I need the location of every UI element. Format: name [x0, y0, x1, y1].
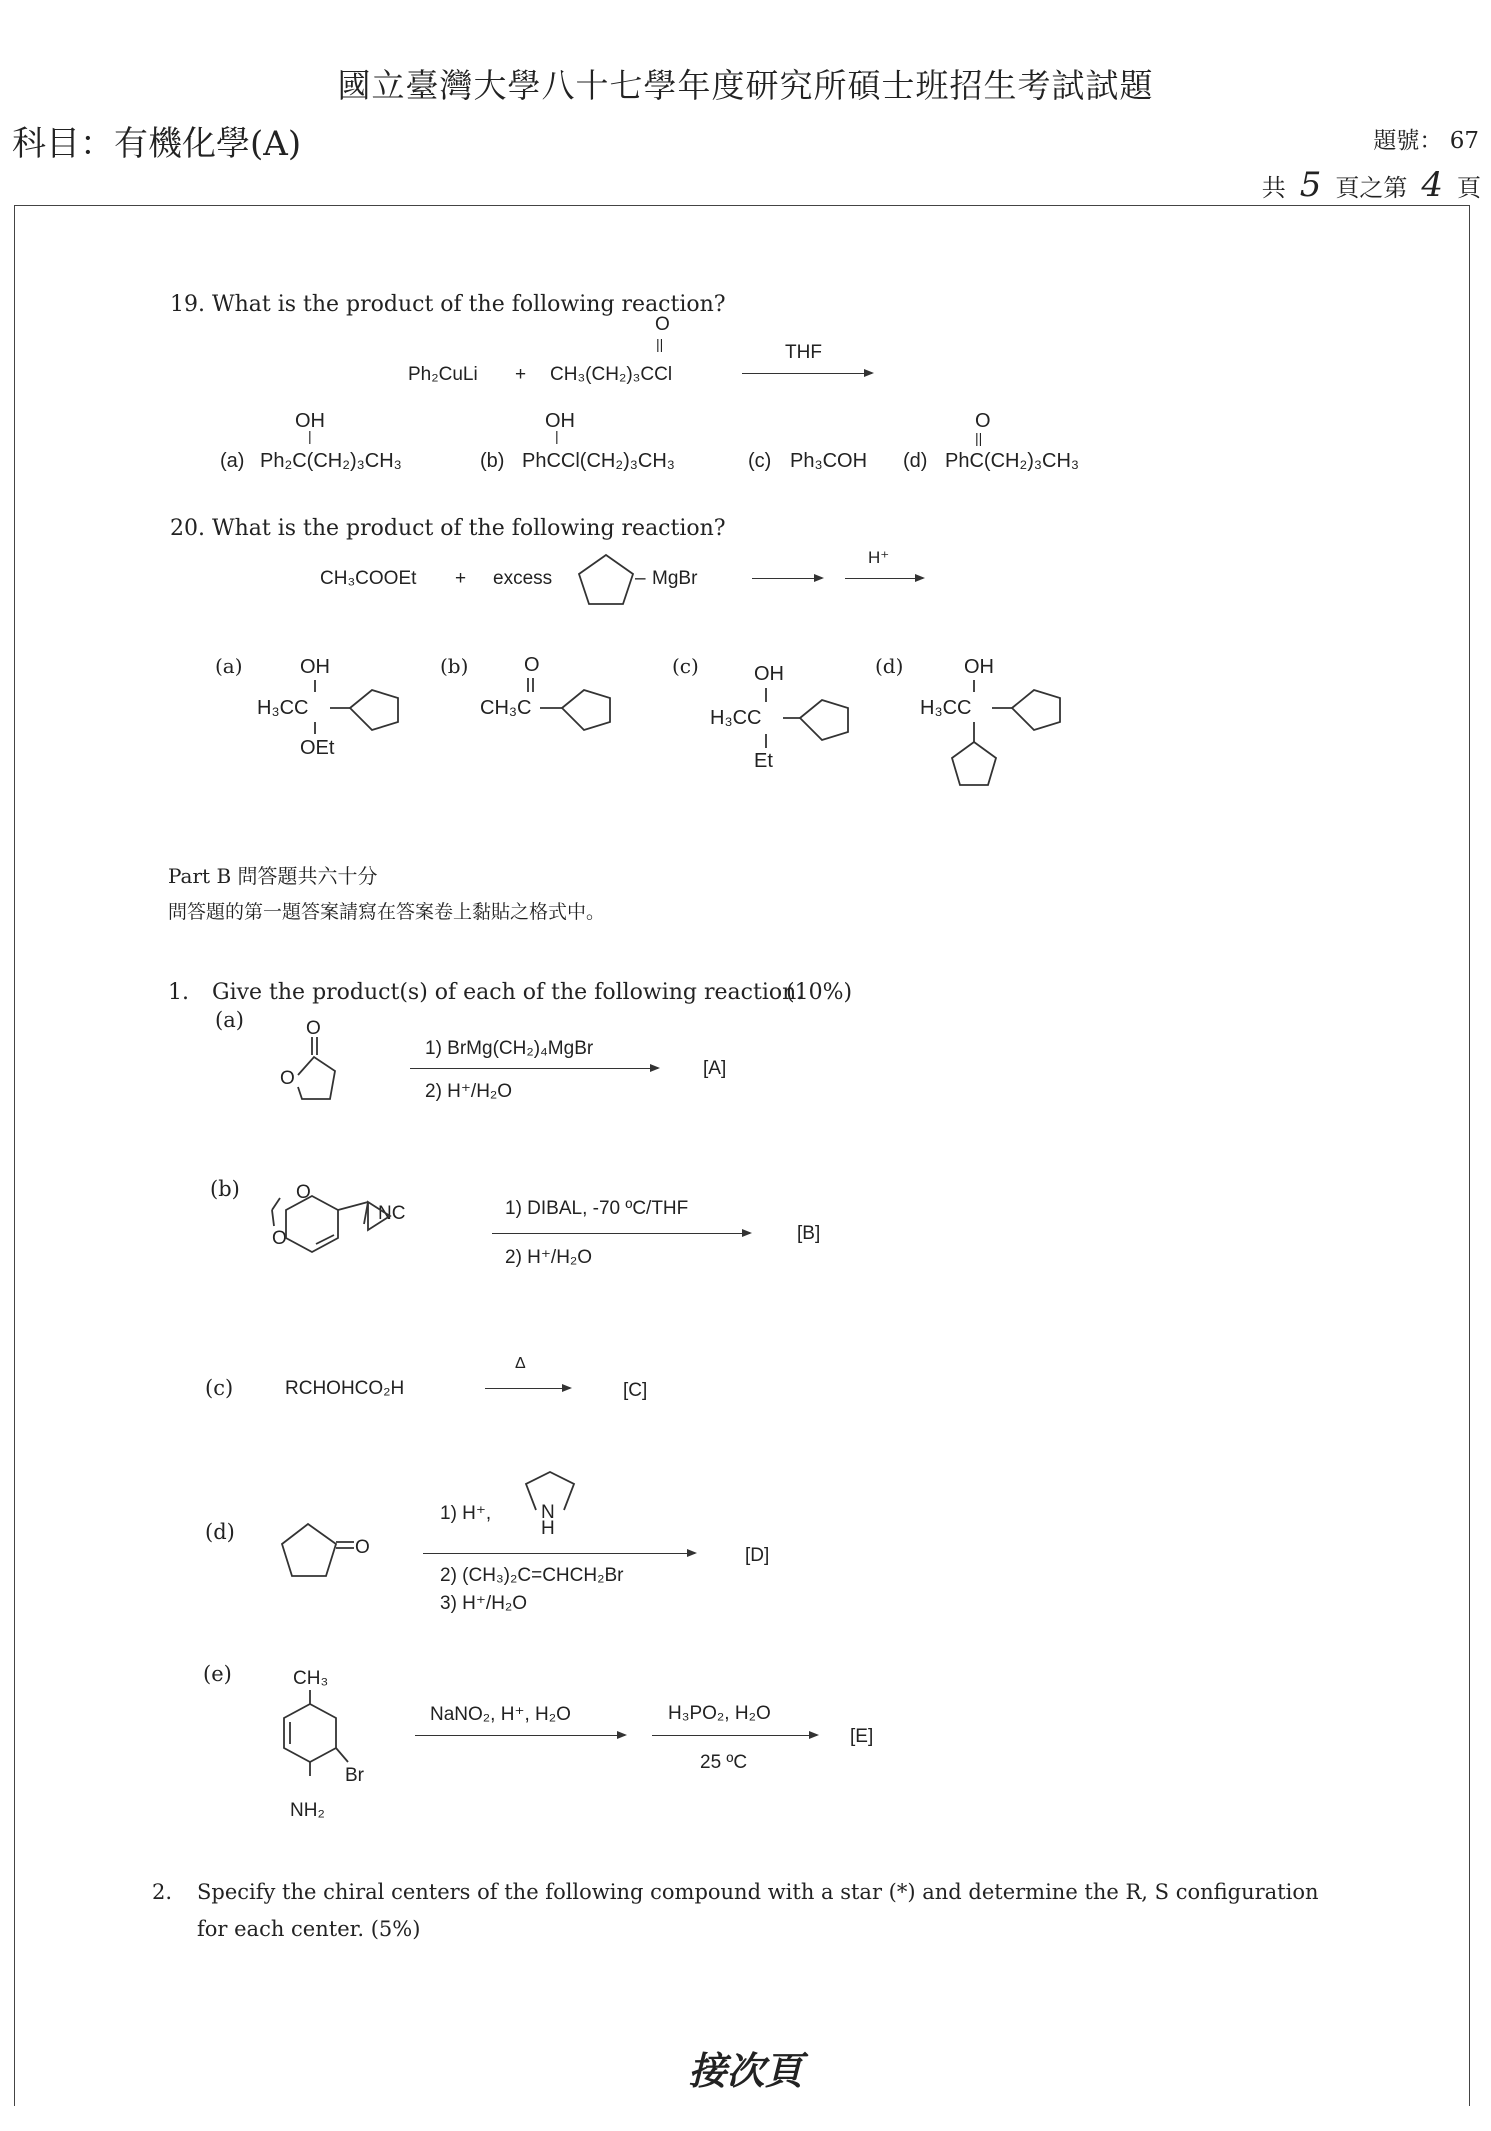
- q1c-condition: Δ: [515, 1355, 526, 1372]
- q20-arrow-1: [752, 578, 822, 579]
- q19-b-bond: |: [555, 428, 559, 444]
- q19-a-bond: |: [308, 428, 312, 444]
- q19-a-oh: OH: [295, 410, 325, 432]
- q1c-arrow: [485, 1388, 570, 1389]
- pages-suffix: 頁: [1457, 174, 1481, 202]
- current-page: 4: [1421, 165, 1443, 205]
- partB-instruction: 問答題的第一題答案請寫在答案卷上黏貼之格式中。: [168, 901, 606, 923]
- q19-condition: THF: [785, 342, 822, 363]
- q1a-carbonyl-o: O: [306, 1018, 321, 1039]
- q1b-benzodioxole-structure: [260, 1180, 460, 1280]
- q1a-lactone-ring: [280, 1035, 360, 1115]
- q19-b-label: (b): [480, 450, 505, 472]
- q19-c-option: Ph₃COH: [790, 450, 868, 472]
- q19-text: 19. What is the product of the following reaction?: [170, 292, 726, 317]
- q1e-cond1: NaNO₂, H⁺, H₂O: [430, 1704, 571, 1725]
- q19-d-bond: ||: [975, 430, 983, 446]
- exam-frame: [14, 205, 1470, 2106]
- q19-d-option: PhC(CH₂)₃CH₃: [945, 450, 1080, 472]
- q20-reagent1: CH₃COOEt: [320, 568, 417, 589]
- q1d-amine-n: N: [541, 1502, 555, 1523]
- q1e-label: (e): [203, 1662, 232, 1686]
- q20-c-label: (c): [672, 654, 699, 678]
- q20-c-bottom: Et: [754, 750, 773, 772]
- q20-d-main: H₃CC: [920, 697, 972, 719]
- q1-text: Give the product(s) of each of the following reaction.: [212, 980, 804, 1005]
- q20-b-label: (b): [440, 654, 469, 678]
- q1e-arrow-2: [652, 1735, 817, 1736]
- q1a-product: [A]: [703, 1058, 727, 1079]
- q1a-label: (a): [215, 1008, 244, 1032]
- question-number: 題號： 67: [1373, 128, 1479, 154]
- q1b-product: [B]: [797, 1223, 821, 1244]
- q1c-product: [C]: [623, 1380, 648, 1401]
- total-pages: 5: [1299, 165, 1322, 205]
- q20-b-main: CH₃C: [480, 697, 532, 719]
- q20-a-label: (a): [215, 654, 243, 678]
- q20-d-label: (d): [875, 654, 904, 678]
- q2-line1: Specify the chiral centers of the following compound with a star (*) and determine the R, S configuration: [197, 1880, 1319, 1904]
- q1b-nc: NC: [378, 1203, 406, 1224]
- q20-text: 20. What is the product of the following reaction?: [170, 516, 726, 541]
- q1a-ring-o: O: [280, 1068, 295, 1089]
- q19-double-bond: ||: [656, 336, 664, 352]
- q1e-benzene-ring: [268, 1690, 358, 1810]
- q20-a-structure: [300, 670, 430, 750]
- q1d-label: (d): [205, 1520, 235, 1544]
- q1b-label: (b): [210, 1177, 240, 1201]
- q20-reagent2: excess: [493, 568, 553, 589]
- q20-b-top: O: [524, 654, 540, 676]
- q1b-step2: 2) H⁺/H₂O: [505, 1247, 593, 1268]
- q19-carbonyl-o: O: [655, 314, 670, 335]
- q1b-o1: O: [296, 1182, 311, 1203]
- q1e-cond2-top: H₃PO₂, H₂O: [668, 1703, 771, 1724]
- q1c-reactant: RCHOHCO₂H: [285, 1378, 405, 1399]
- q1b-arrow: [492, 1233, 750, 1234]
- q1c-label: (c): [205, 1376, 234, 1400]
- q19-a-option: Ph₂C(CH₂)₃CH₃: [260, 450, 402, 472]
- q19-b-option: PhCCl(CH₂)₃CH₃: [522, 450, 675, 472]
- q1d-step1: 1) H⁺,: [440, 1503, 492, 1524]
- q1d-step3: 3) H⁺/H₂O: [440, 1593, 528, 1614]
- q1b-step1: 1) DIBAL, -70 ºC/THF: [505, 1198, 689, 1219]
- q1a-step1: 1) BrMg(CH₂)₄MgBr: [425, 1038, 594, 1059]
- q1d-product: [D]: [745, 1545, 770, 1566]
- q20-c-main: H₃CC: [710, 707, 762, 729]
- q1b-o2: O: [272, 1228, 287, 1249]
- footer-next-page: 接次頁: [688, 2048, 803, 2093]
- subject-label: 科目：有機化學(A): [12, 124, 302, 164]
- q20-condition: H⁺: [868, 548, 890, 567]
- q20-d-top: OH: [964, 656, 994, 678]
- q20-grignard-bond: –: [635, 568, 646, 589]
- partB-heading: Part B 問答題共六十分: [168, 864, 378, 888]
- pages-prefix: 共: [1261, 174, 1286, 202]
- q20-grignard: MgBr: [652, 568, 698, 589]
- q1d-amine-h: H: [541, 1518, 555, 1539]
- q1a-step2: 2) H⁺/H₂O: [425, 1081, 513, 1102]
- q1e-product: [E]: [850, 1726, 874, 1747]
- page-indicator: [1262, 165, 1481, 205]
- pages-middle: 頁之第: [1335, 174, 1408, 202]
- q20-b-structure: [520, 670, 650, 750]
- q1e-arrow-1: [415, 1735, 625, 1736]
- q1e-nh2: NH₂: [290, 1800, 325, 1821]
- q19-b-oh: OH: [545, 410, 575, 432]
- q1d-arrow: [423, 1553, 695, 1554]
- q19-reagent1: Ph₂CuLi: [408, 364, 478, 385]
- q20-a-bottom: OEt: [300, 737, 335, 759]
- q19-d-o: O: [975, 410, 991, 432]
- q1d-ketone-o: O: [355, 1537, 370, 1558]
- q2-line2: for each center. (5%): [197, 1917, 421, 1941]
- q19-reagent2: CH₃(CH₂)₃CCl: [550, 364, 673, 385]
- q20-c-structure: [755, 680, 885, 760]
- q20-a-top: OH: [300, 656, 330, 678]
- q19-a-label: (a): [220, 450, 245, 472]
- q19-plus: +: [515, 364, 527, 385]
- q1d-pyrrolidine-ring: [520, 1470, 590, 1530]
- q19-arrow: [742, 373, 872, 374]
- q1d-step2: 2) (CH₃)₂C=CHCH₂Br: [440, 1565, 624, 1586]
- exam-title: 國立臺灣大學八十七學年度研究所碩士班招生考試試題: [337, 66, 1154, 105]
- q20-d-structure: [960, 670, 1110, 810]
- q1e-ch3: CH₃: [293, 1668, 329, 1689]
- q19-c-label: (c): [748, 450, 772, 472]
- q1e-cond2-bottom: 25 ºC: [700, 1752, 748, 1773]
- q20-arrow-2: [845, 578, 923, 579]
- q1e-br: Br: [345, 1765, 364, 1786]
- q19-d-label: (d): [903, 450, 928, 472]
- q2-number: 2.: [152, 1880, 173, 1904]
- q1-number: 1.: [168, 980, 189, 1005]
- q20-a-main: H₃CC: [257, 697, 309, 719]
- q20-c-top: OH: [754, 663, 784, 685]
- q20-plus: +: [455, 568, 467, 589]
- q1a-arrow: [410, 1068, 658, 1069]
- q1-points: (10%): [786, 980, 853, 1005]
